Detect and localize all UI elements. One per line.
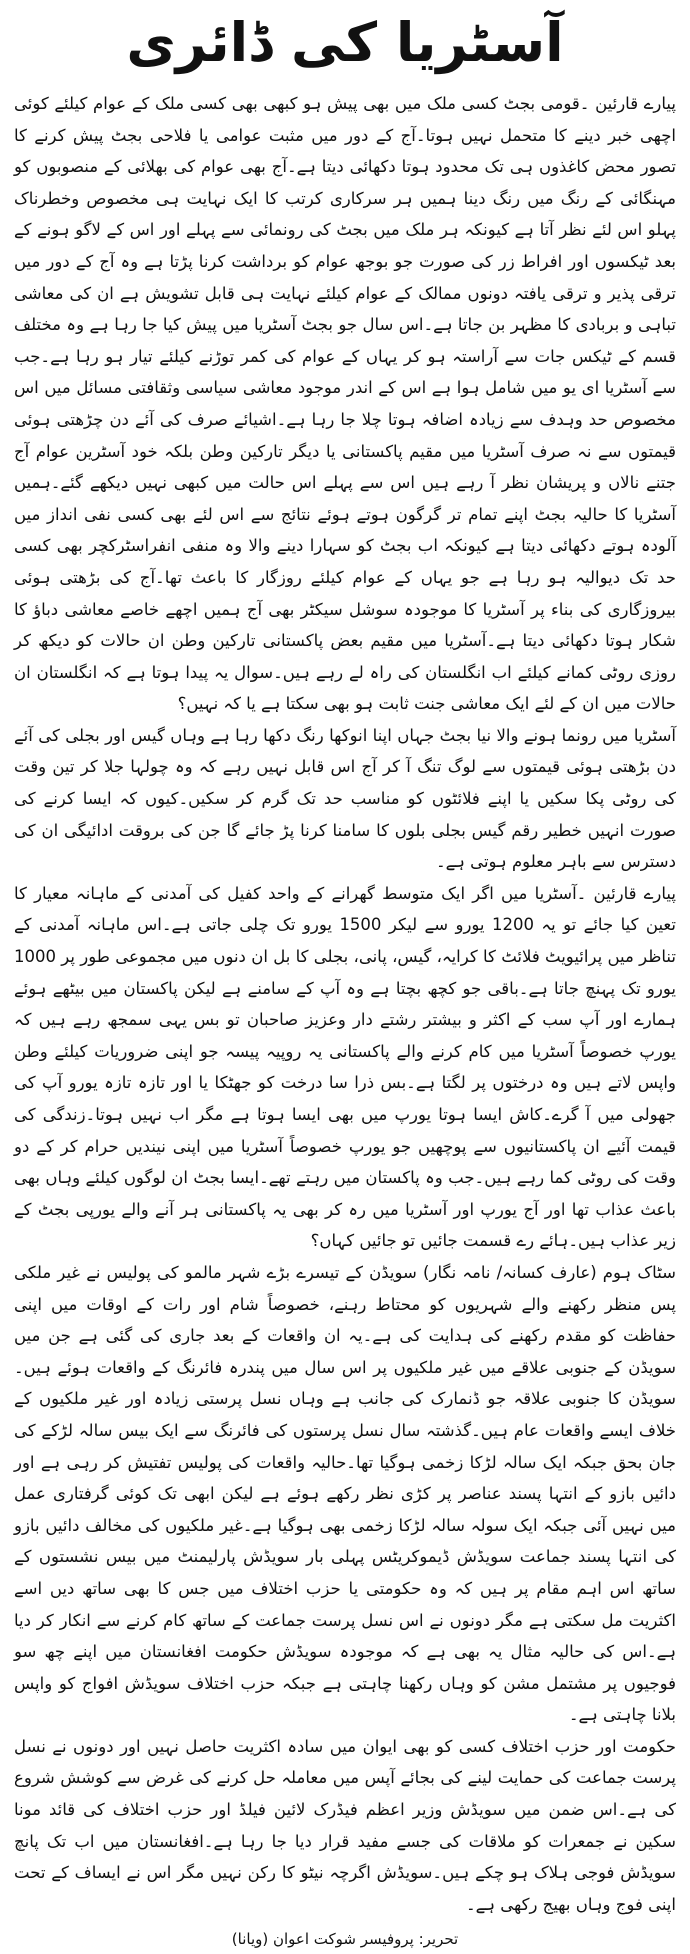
- author-byline: تحریر: پروفیسر شوکت اعوان (ویانا): [231, 1930, 459, 1949]
- paragraph-gas-electricity: آسٹریا میں رونما ہونے والا نیا بجٹ جہاں اپنا انوکھا رنگ دکھا رہا ہے وہاں گیس اور بجلی کی آئے دن بڑھتی ہوئی قیمتوں سے لوگ تنگ آ کر آج اس قابل نہیں رہے کہ وہ چولہا جلا کر تین وقت کی روٹی پکا سکیں یا اپنے فلائٹوں کو مناسب حد تک گرم کر سکیں۔کیوں کہ ایسا کرنے کی صورت انہیں خطیر رقم گیس بجلی بلوں کا سامنا کرنا پڑ جائے گا جن کی بروقت ادائیگی ان کی دسترس سے باہر معلوم ہوتی ہے۔: [14, 725, 676, 872]
- paragraph-budget-intro: پیارے قارئین ۔قومی بجٹ کسی ملک میں بھی پیش ہو کبھی بھی کسی ملک کے عوام کیلئے کوئی اچھی خبر دینے کا متحمل نہیں ہوتا۔آج کے دور میں مثبت عوامی یا فلاحی بجٹ پیش کرنے کا تصور محض کاغذوں ہی تک محدود ہوتا دکھائی دیتا ہے۔آج بھی عوام کی بھلائی کے منصوبوں کو مہنگائی کے رنگ میں رنگ دینا ہمیں ہر سرکاری کرتب کا ایک نہایت ہی مخصوص وخطرناک پہلو اس لئے نظر آتا ہے کیونکہ ہر ملک میں بجٹ کی رونمائی سے پہلے اور اس کے لاگو ہونے کے بعد ٹیکسوں اور افراط زر کی صورت جو بوجھ عوام کو برداشت کرنا پڑتا ہے وہ آج کے دور میں ترقی پذیر و ترقی یافتہ دونوں ممالک کے عوام کیلئے نہایت ہی قابل تشویش ہے ان کی معاشی تباہی و بربادی کا مظہر بن جاتا ہے۔اس سال جو بجٹ آسٹریا میں پیش کیا جا رہا ہے وہ مختلف قسم کے ٹیکس جات سے آراستہ ہو کر یہاں کے عوام کی کمر توڑنے کیلئے تیار ہو رہا ہے۔جب سے آسٹریا ای یو میں شامل ہوا ہے اس کے اندر موجود معاشی سیاسی وثقافتی مسائل میں اس مخصوص حد وہدف سے زیادہ اضافہ ہوتا چلا جا رہا ہے۔اشیائے صرف کی آئے دن چڑھتی ہوئی قیمتوں سے نہ صرف آسٹریا میں مقیم پاکستانی یا دیگر تارکین وطن بلکہ خود آسٹرین عوام آج جتنے نالاں و پریشان نظر آ رہے ہیں اس سے پہلے اس حالت میں کبھی نہیں دیکھے گئے۔ہمیں آسٹریا کا حالیہ بجٹ اپنے تمام تر گرگون ہوتے ہوئے نتائج سے اس لئے بھی کسی نفی انداز میں آلودہ ہوتے دکھائی دیتا ہے کیونکہ اب بجٹ کو سہارا دینے والا وہ منفی انفراسٹرکچر بھی کسی حد تک دیوالیہ ہو رہا ہے جو یہاں کے عوام کیلئے روزگار کا باعث تھا۔آج کی بڑھتی ہوئی بیروزگاری کی بناء پر آسٹریا کا موجودہ سوشل سیکٹر بھی آج ہمیں اچھے خاصے معاشی دباؤ کا شکار ہوتا دکھائی دیتا ہے۔آسٹریا میں مقیم بعض پاکستانی تارکین وطن ان حالات کو دیکھ کر روزی روٹی کمانے کیلئے اب انگلستان کی راہ لے رہے ہیں۔سوال یہ پیدا ہوتا ہے کہ انگلستان ان حالات میں ان کے لئے ایک معاشی جنت ثابت ہو بھی سکتا ہے یا کہ نہیں؟: [14, 94, 676, 714]
- paragraph-government-opposition: حکومت اور حزب اختلاف کسی کو بھی ایوان میں سادہ اکثریت حاصل نہیں اور دونوں نے نسل پرست جماعت کی حمایت لینے کی بجائے آپس میں معاملہ حل کرنے کی غرض سے کوشش شروع کی ہے۔اس ضمن میں سویڈش وزیر اعظم فیڈرک لائین فیلڈ اور حزب اختلاف کی قائد مونا سکین نے جمعرات کو ملاقات کی جسے مفید قرار دیا جا رہا ہے۔افغانستان میں اب تک پانچ سویڈش فوجی ہلاک ہو چکے ہیں۔سویڈش اگرچہ نیٹو کا رکن نہیں مگر اس نے ایساف کے تحت اپنی فوج وہاں بھیج رکھی ہے۔: [14, 1736, 676, 1914]
- column-title: آسٹریا کی ڈائری: [126, 11, 564, 74]
- paragraph-household-income: پیارے قارئین ۔آسٹریا میں اگر ایک متوسط گھرانے کے واحد کفیل کی آمدنی کے ماہانہ معیار کا تعین کیا جائے تو یہ 1200 یورو سے لیکر 1500 یورو تک چلی جاتی ہے۔اس ماہانہ آمدنی کے تناظر میں پرائیویٹ فلائٹ کا کرایہ، گیس، پانی، بجلی کا بل ان دنوں میں مجموعی طور پر 1000 یورو تک پہنچ جاتا ہے۔باقی جو کچھ بچتا ہے وہ آپ کے سامنے ہے لیکن پاکستان میں بیٹھے ہوئے ہمارے اور آپ سب کے اکثر و بیشتر رشتے دار وعزیز صاحبان تو بس یہی سمجھ رہے ہیں کہ یورپ خصوصاً آسٹریا میں کام کرنے والے پاکستانی یہ روپیہ پیسہ جو اپنی ضروریات کیلئے وطن واپس لاتے ہیں وہ درختوں پر لگتا ہے۔بس ذرا سا درخت کو جھٹکا یا اور تازہ تازہ یورو آپ کی جھولی میں آ گرے۔کاش ایسا ہوتا یورپ میں بھی ایسا ہوتا ہے مگر اب نہیں ہوتا۔زندگی کی قیمت آئیے ان پاکستانیوں سے پوچھیں جو یورپ خصوصاً آسٹریا میں اپنی نیندیں حرام کر کے دو وقت کی روٹی کما رہے ہیں۔جب وہ پاکستان میں رہتے تھے۔ایسا بجٹ ان لوگوں کیلئے وہاں بھی باعث عذاب تھا اور آج یورپ اور آسٹریا میں رہ کر بھی یہ پاکستانی ہر آنے والے یورپی بجٹ کے زیر عذاب ہیں۔ہائے رے قسمت جائیں تو جائیں کہاں؟: [14, 883, 676, 1251]
- paragraph-stockholm-news: سٹاک ہوم (عارف کسانہ/ نامہ نگار) سویڈن کے تیسرے بڑے شہر مالمو کی پولیس نے غیر ملکی پس منظر رکھنے والے شہریوں کو محتاط رہنے، خصوصاً شام اور رات کے اوقات میں اپنی حفاظت کو مقدم رکھنے کی ہدایت کی ہے۔یہ ان واقعات کے بعد جاری کی گئی ہے جن میں سویڈن کے جنوبی علاقے میں غیر ملکیوں پر اس سال میں پندرہ فائرنگ کے واقعات ہوئے ہیں۔سویڈن کا جنوبی علاقہ جو ڈنمارک کی جانب ہے وہاں نسل پرستی زیادہ اور غیر ملکیوں کے خلاف ایسے واقعات عام ہیں۔گذشتہ سال نسل پرستوں کی فائرنگ سے ایک بیس سالہ لڑکے کی جان بحق جبکہ ایک سالہ لڑکا زخمی ہوگیا تھا۔حالیہ واقعات کی پولیس تفتیش کر رہی ہے اور دائیں بازو کے انتہا پسند عناصر پر کڑی نظر رکھے ہوئے ہے لیکن ابھی تک کوئی گرفتاری عمل میں نہیں آئی جبکہ ایک سولہ سالہ لڑکا زخمی بھی ہوگیا ہے۔غیر ملکیوں کی مخالف دائیں بازو کی انتہا پسند جماعت سویڈش ڈیموکریٹس پہلی بار سویڈش پارلیمنٹ میں بیس نشستوں کے ساتھ اس اہم مقام پر ہیں کہ وہ حکومتی یا حزب اختلاف میں جس کا بھی ساتھ دیں اسے اکثریت مل سکتی ہے مگر دونوں نے اس نسل پرست جماعت کے ساتھ کام کرنے سے انکار کر دیا ہے۔اس کی حالیہ مثال یہ بھی ہے کہ موجودہ سویڈش حکومت افغانستان میں اپنے چھ سو فوجیوں پر مشتمل مشن کو وہاں رکھنا چاہتی ہے جبکہ حزب اختلاف سویڈش افواج کو واپس بلانا چاہتی ہے۔: [14, 1262, 676, 1725]
- article-body: [14, 88, 676, 1920]
